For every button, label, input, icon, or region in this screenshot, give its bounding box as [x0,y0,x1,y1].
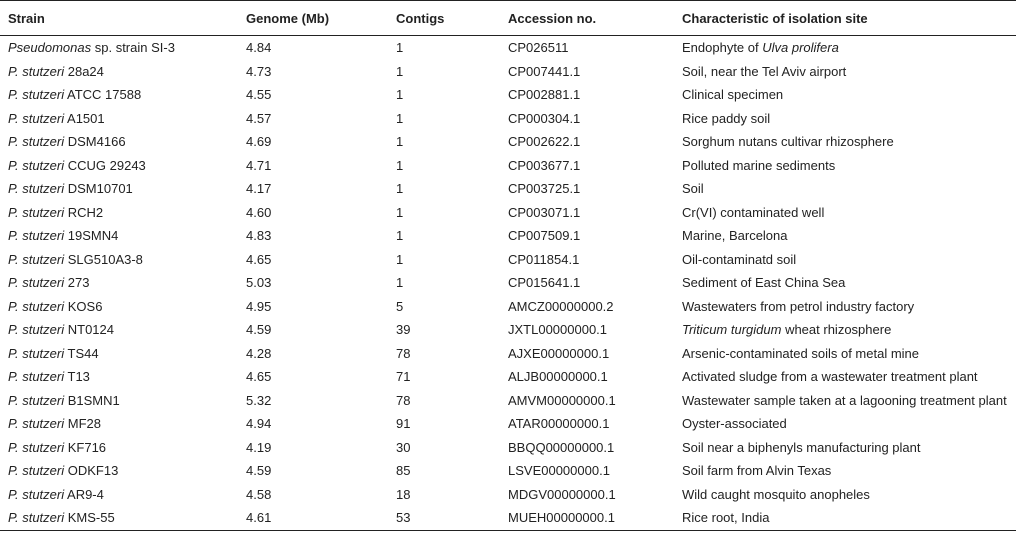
table-row [0,365,1016,389]
strain-genus: P. stutzeri [8,345,65,361]
cell-isolation-site [674,318,1016,342]
cell-strain [0,295,238,319]
cell-contigs: 53 [388,506,500,530]
cell-contigs: 71 [396,369,411,385]
cell-strain [0,506,238,530]
cell-isolation-site [674,248,1016,272]
strain-name: KMS-55 [64,510,115,526]
strain-name: ODKF13 [64,463,119,479]
site-text-after: wheat rhizosphere [781,322,892,338]
table-row [0,295,1016,319]
cell-genome: 4.59 [246,322,272,338]
cell-contigs: 91 [396,416,411,432]
cell-isolation-site [674,483,1016,507]
cell-strain [0,154,238,178]
site-text: Rice paddy soil [682,110,771,126]
header-accession: Accession no. [500,1,674,36]
cell-genome: 5.32 [246,392,272,408]
strain-genus: P. stutzeri [8,369,65,385]
table-row [0,271,1016,295]
site-text: Endophyte of [682,40,763,56]
strain-name: ATCC 17588 [64,87,142,103]
cell-contigs: 78 [396,345,411,361]
cell-isolation-site [674,436,1016,460]
cell-isolation-site [674,60,1016,84]
cell-accession: AJXE00000000.1 [508,345,610,361]
strain-name: sp. strain SI-3 [91,40,175,56]
strain-genus: P. stutzeri [8,204,65,220]
cell-strain [0,342,238,366]
site-text: Arsenic-contaminated soils of metal mine [682,345,919,361]
cell-isolation-site [674,130,1016,154]
strain-genus: P. stutzeri [8,181,65,197]
site-text: Oil-contaminatd soil [682,251,797,267]
cell-contigs: 1 [396,275,404,291]
cell-contigs: 85 [396,463,411,479]
cell-contigs: 5 [396,298,404,314]
cell-contigs: 18 [396,486,411,502]
cell-isolation-site [674,506,1016,530]
strain-name: 28a24 [64,63,104,79]
site-text: Soil near a biphenyls manufacturing plant [682,439,921,455]
site-text: Wastewater sample taken at a lagooning treatment plant [682,392,1007,408]
table-row [0,318,1016,342]
cell-strain [0,60,238,84]
table-row [0,154,1016,178]
cell-genome: 4.69 [246,134,272,150]
site-text: Activated sludge from a wastewater treatment plant [682,369,978,385]
table-row [0,459,1016,483]
strain-name: 19SMN4 [64,228,119,244]
site-text: Marine, Barcelona [682,228,788,244]
cell-genome: 4.94 [246,416,272,432]
site-text: Soil farm from Alvin Texas [682,463,832,479]
cell-genome: 5.03 [246,275,272,291]
table-row [0,224,1016,248]
table-row [0,60,1016,84]
strain-genus: P. stutzeri [8,87,65,103]
strain-name: B1SMN1 [64,392,120,408]
cell-isolation-site [674,342,1016,366]
cell-isolation-site [674,83,1016,107]
cell-contigs: 1 [396,87,404,103]
cell-genome: 4.61 [238,506,388,530]
cell-genome: 4.55 [246,87,272,103]
cell-isolation-site [674,201,1016,225]
table-header [0,1,1016,36]
table-row [0,201,1016,225]
strain-name: KOS6 [64,298,103,314]
strain-name: NT0124 [64,322,114,338]
strain-name: A1501 [64,110,105,126]
cell-genome: 4.17 [246,181,272,197]
cell-contigs: 1 [396,157,404,173]
strain-genus: P. stutzeri [8,134,65,150]
site-species: Triticum turgidum [682,322,782,338]
cell-isolation-site [674,365,1016,389]
table-row [0,412,1016,436]
strain-name: DSM10701 [64,181,133,197]
table-row [0,130,1016,154]
cell-genome: 4.59 [246,463,272,479]
header-strain: Strain [0,1,238,36]
cell-strain [0,107,238,131]
site-text: Oyster-associated [682,416,787,432]
cell-accession: MDGV00000000.1 [508,486,616,502]
table-body [0,36,1016,531]
cell-contigs: 1 [396,181,404,197]
cell-genome: 4.83 [246,228,272,244]
cell-strain [0,177,238,201]
cell-genome: 4.65 [246,251,272,267]
strain-genus: P. stutzeri [8,510,65,526]
cell-strain [0,412,238,436]
cell-isolation-site [674,177,1016,201]
cell-genome: 4.57 [246,110,272,126]
cell-contigs: 1 [396,63,404,79]
cell-contigs: 1 [396,204,404,220]
table-row [0,342,1016,366]
cell-genome: 4.28 [246,345,272,361]
cell-strain [0,83,238,107]
strain-name: CCUG 29243 [64,157,146,173]
cell-accession: CP003725.1 [508,181,581,197]
cell-accession: CP007441.1 [508,63,581,79]
cell-strain [0,201,238,225]
site-text: Soil [682,181,704,197]
cell-strain [0,483,238,507]
cell-contigs: 1 [396,228,404,244]
table-row [0,83,1016,107]
cell-accession: CP003071.1 [508,204,581,220]
cell-contigs: 1 [396,110,404,126]
cell-genome: 4.95 [246,298,272,314]
strain-genus: P. stutzeri [8,392,65,408]
header-contigs: Contigs [388,1,500,36]
strain-name: DSM4166 [64,134,126,150]
strain-name: SLG510A3-8 [64,251,143,267]
cell-accession: ALJB00000000.1 [508,369,608,385]
cell-strain [0,365,238,389]
strain-genus: P. stutzeri [8,486,65,502]
cell-isolation-site [674,412,1016,436]
cell-accession: CP002622.1 [508,134,581,150]
cell-strain [0,130,238,154]
cell-accession: AMCZ00000000.2 [508,298,614,314]
strain-genus: P. stutzeri [8,298,65,314]
site-text: Cr(VI) contaminated well [682,204,825,220]
cell-genome: 4.60 [246,204,272,220]
strain-name: TS44 [64,345,99,361]
strain-genus: P. stutzeri [8,439,65,455]
header-row [0,1,1016,36]
strain-genus: P. stutzeri [8,463,65,479]
strain-name: T13 [64,369,90,385]
site-text: Sorghum nutans cultivar rhizosphere [682,134,894,150]
cell-genome: 4.65 [246,369,272,385]
site-text: Sediment of East China Sea [682,275,846,291]
table-row [0,177,1016,201]
cell-isolation-site [674,389,1016,413]
cell-contigs: 1 [396,40,404,56]
cell-contigs: 1 [396,134,404,150]
table-row [0,436,1016,460]
strain-genus: P. stutzeri [8,110,65,126]
cell-strain [0,436,238,460]
cell-strain [0,271,238,295]
cell-accession: CP002881.1 [508,87,581,103]
strain-genus: P. stutzeri [8,416,65,432]
cell-genome: 4.19 [246,439,272,455]
strain-name: RCH2 [64,204,104,220]
site-text: Wild caught mosquito anopheles [682,486,870,502]
cell-accession: CP011854.1 [508,251,580,267]
cell-accession: AMVM00000000.1 [508,392,616,408]
cell-isolation-site [674,224,1016,248]
strain-genus: P. stutzeri [8,251,65,267]
cell-strain [0,389,238,413]
strain-genus: Pseudomonas [8,40,92,56]
table-row [0,36,1016,60]
cell-strain [0,248,238,272]
cell-isolation-site [674,107,1016,131]
strain-genus: P. stutzeri [8,322,65,338]
cell-strain [0,459,238,483]
strain-genus: P. stutzeri [8,157,65,173]
cell-contigs: 39 [396,322,411,338]
cell-accession: CP015641.1 [508,275,581,291]
cell-isolation-site [674,36,1016,60]
table-row [0,248,1016,272]
strain-name: 273 [64,275,90,291]
header-isolation-site: Characteristic of isolation site [674,1,1016,36]
strain-genus: P. stutzeri [8,228,65,244]
cell-contigs: 1 [396,251,404,267]
cell-strain [0,318,238,342]
table-row [0,107,1016,131]
header-genome: Genome (Mb) [238,1,388,36]
cell-isolation-site [674,271,1016,295]
cell-isolation-site [674,295,1016,319]
site-text: Clinical specimen [682,87,784,103]
strain-name: KF716 [64,439,107,455]
table-row [0,389,1016,413]
cell-isolation-site [674,459,1016,483]
cell-accession: CP007509.1 [508,228,581,244]
cell-accession: LSVE00000000.1 [508,463,610,479]
strain-genus: P. stutzeri [8,275,65,291]
site-text: Soil, near the Tel Aviv airport [682,63,847,79]
cell-accession: ATAR00000000.1 [508,416,610,432]
site-species: Ulva prolifera [762,40,839,56]
cell-genome: 4.73 [246,63,272,79]
cell-genome: 4.71 [246,157,272,173]
cell-accession: CP000304.1 [508,110,581,126]
table-row [0,483,1016,507]
cell-accession: JXTL00000000.1 [508,322,608,338]
cell-strain [0,36,238,60]
cell-genome: 4.58 [246,486,272,502]
cell-isolation-site [674,154,1016,178]
cell-accession: CP003677.1 [508,157,581,173]
strain-genus: P. stutzeri [8,63,65,79]
site-text: Polluted marine sediments [682,157,836,173]
cell-contigs: 30 [396,439,411,455]
cell-accession: MUEH00000000.1 [500,506,674,530]
cell-genome: 4.84 [246,40,272,56]
strain-name: MF28 [64,416,101,432]
cell-contigs: 78 [396,392,411,408]
site-text: Wastewaters from petrol industry factory [682,298,915,314]
table-row [0,506,1016,530]
cell-strain [0,224,238,248]
cell-accession: BBQQ00000000.1 [508,439,615,455]
cell-accession: CP026511 [508,40,569,56]
strain-name: AR9-4 [64,486,104,502]
site-text: Rice root, India [682,510,770,526]
